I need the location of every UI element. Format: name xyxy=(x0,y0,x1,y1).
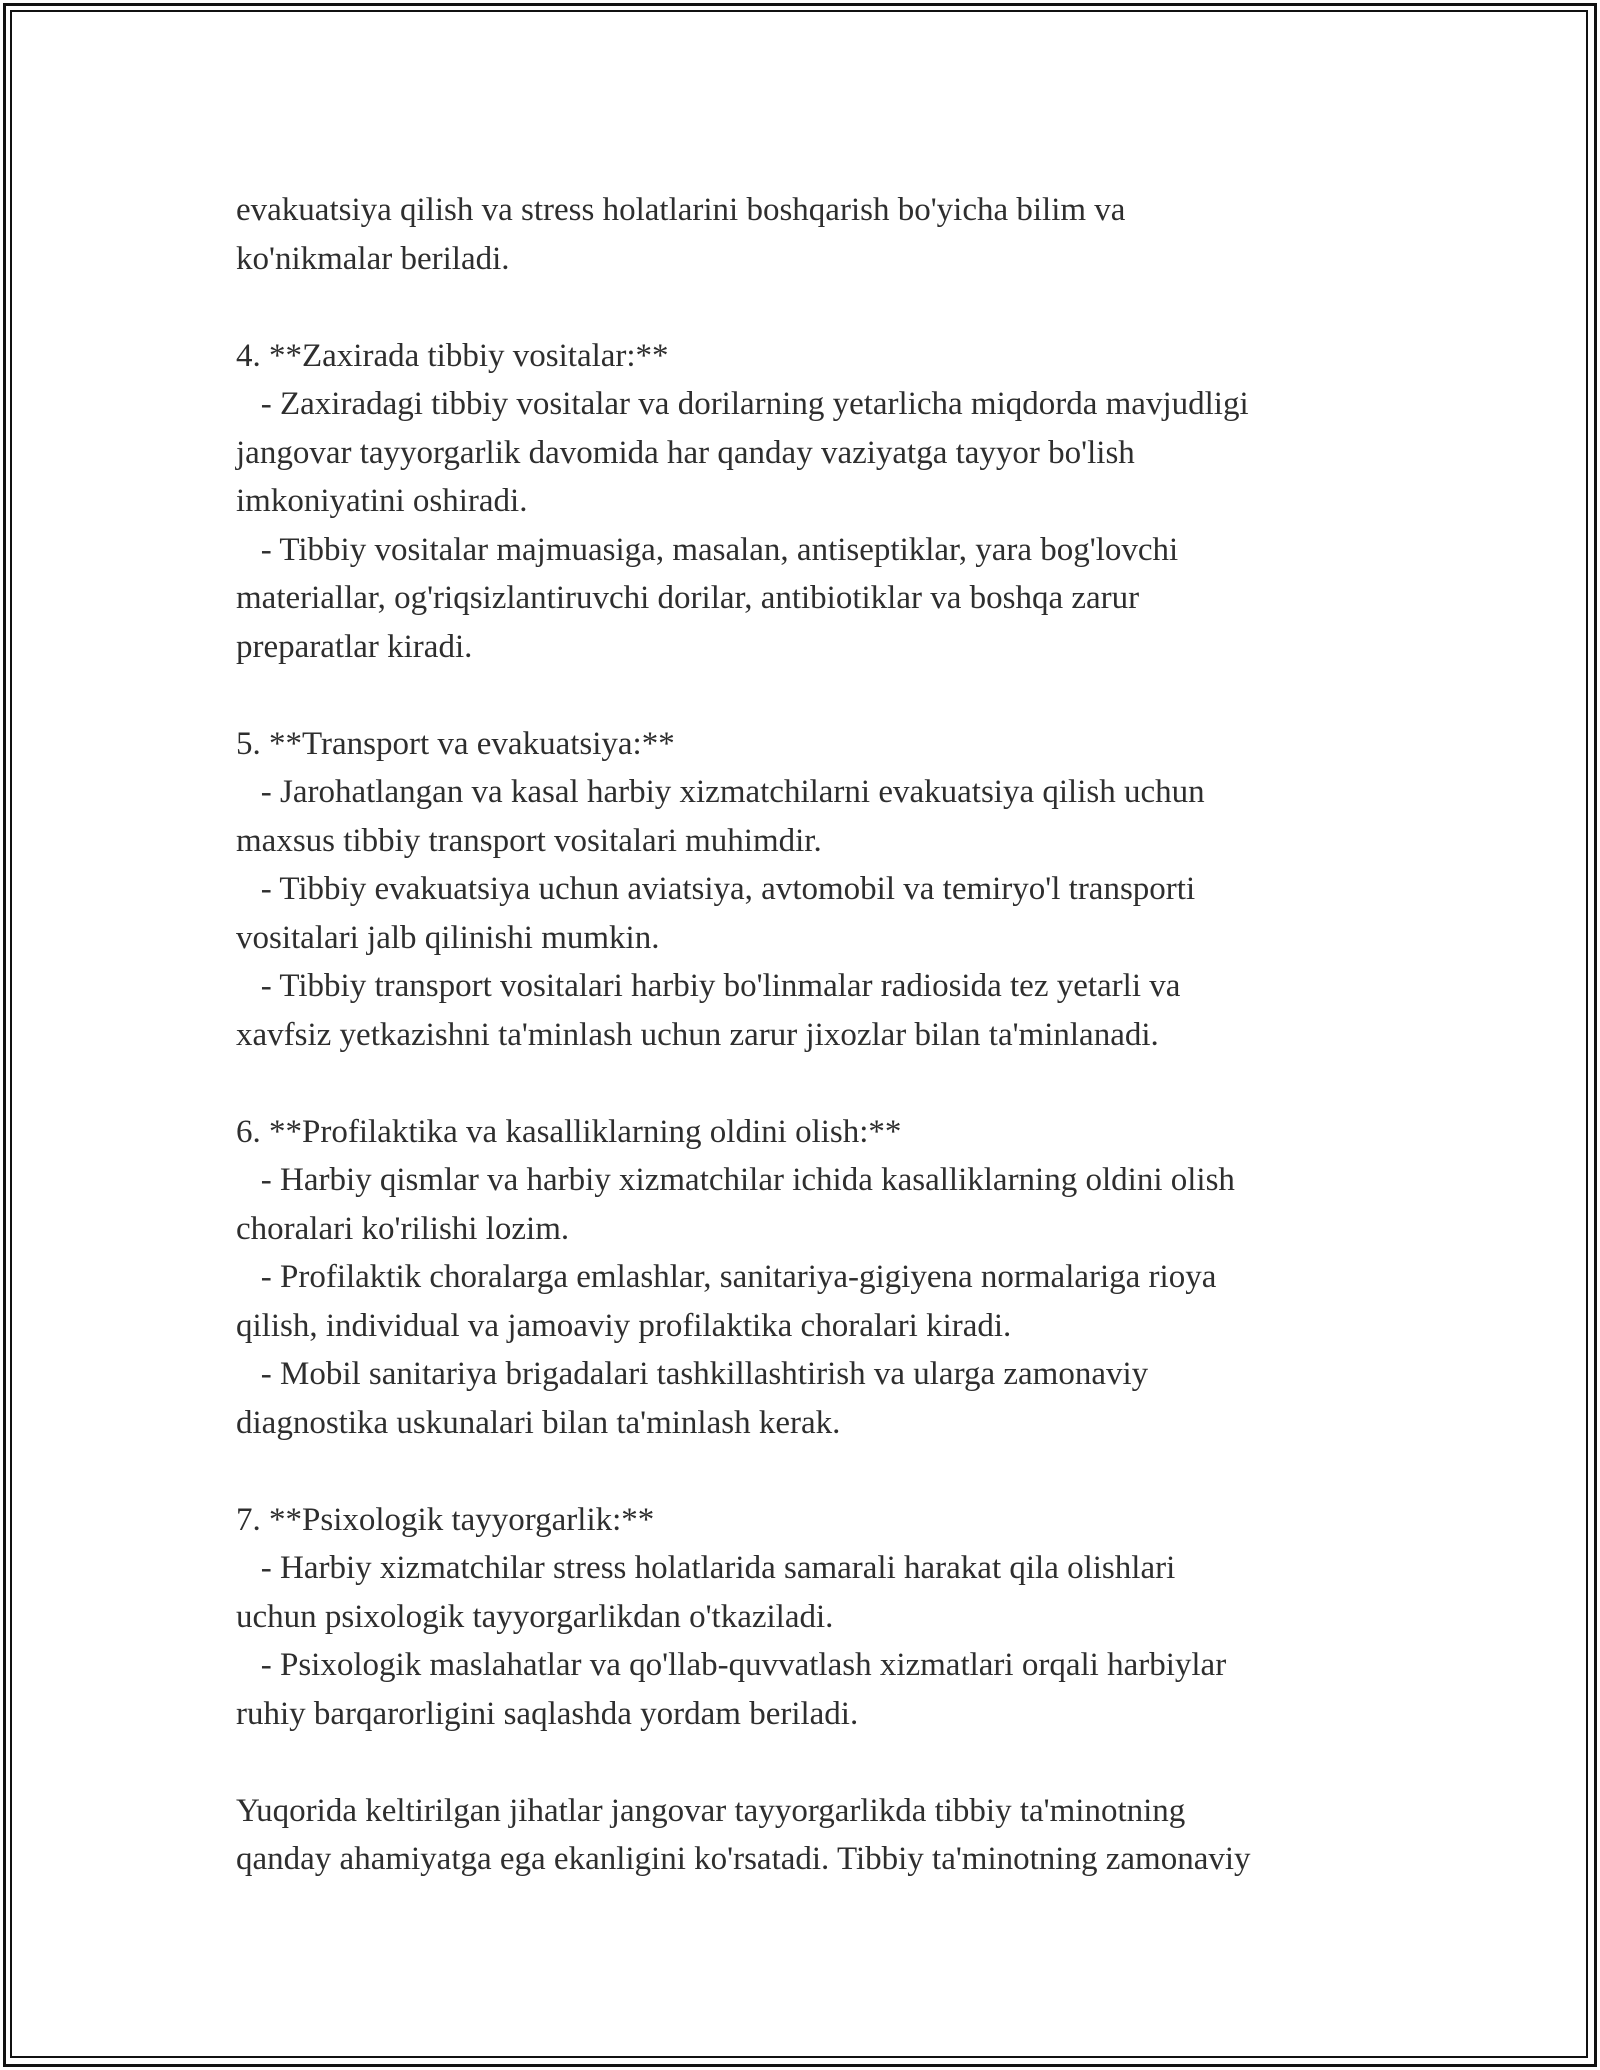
text-line: diagnostika uskunalari bilan ta'minlash kerak. xyxy=(236,1404,841,1441)
document-body xyxy=(236,186,1406,1884)
text-line: uchun psixologik tayyorgarlikdan o'tkaziladi. xyxy=(236,1598,834,1635)
text-line: qanday ahamiyatga ega ekanligini ko'rsatadi. Tibbiy ta'minotning zamonaviy xyxy=(236,1841,1251,1877)
text-line: 6. **Profilaktika va kasalliklarning oldini olish:** xyxy=(236,1113,902,1150)
text-line: 7. **Psixologik tayyorgarlik:** xyxy=(236,1501,655,1538)
text-line: - Tibbiy transport vositalari harbiy bo'linmalar radiosida tez yetarli va xyxy=(236,968,1181,1004)
text-line: choralari ko'rilishi lozim. xyxy=(236,1210,570,1247)
text-line: ruhiy barqarorligini saqlashda yordam beriladi. xyxy=(236,1695,859,1732)
text-line: jangovar tayyorgarlik davomida har qanday vaziyatga tayyor bo'lish xyxy=(236,434,1135,471)
text-line: xavfsiz yetkazishni ta'minlash uchun zarur jixozlar bilan ta'minlanadi. xyxy=(236,1016,1159,1053)
text-line: - Harbiy xizmatchilar stress holatlarida samarali harakat qila olishlari xyxy=(236,1550,1176,1586)
text-line: maxsus tibbiy transport vositalari muhimdir. xyxy=(236,822,822,859)
text-line: - Jarohatlangan va kasal harbiy xizmatchilarni evakuatsiya qilish uchun xyxy=(236,774,1205,810)
blank-line xyxy=(236,1738,1406,1787)
text-line: - Tibbiy evakuatsiya uchun aviatsiya, avtomobil va temiryo'l transporti xyxy=(236,871,1196,907)
text-line: ko'nikmalar beriladi. xyxy=(236,240,510,277)
blank-line xyxy=(236,671,1406,720)
text-line: - Psixologik maslahatlar va qo'llab-quvvatlash xizmatlari orqali harbiylar xyxy=(236,1647,1227,1683)
blank-line xyxy=(236,1059,1406,1108)
text-line: vositalari jalb qilinishi mumkin. xyxy=(236,919,660,956)
text-line: qilish, individual va jamoaviy profilaktika choralari kiradi. xyxy=(236,1307,1012,1344)
text-line: evakuatsiya qilish va stress holatlarini boshqarish bo'yicha bilim va xyxy=(236,192,1126,228)
text-line: - Mobil sanitariya brigadalari tashkillashtirish va ularga zamonaviy xyxy=(236,1356,1149,1392)
blank-line xyxy=(236,1447,1406,1496)
text-line: 4. **Zaxirada tibbiy vositalar:** xyxy=(236,337,669,374)
text-line: - Zaxiradagi tibbiy vositalar va dorilarning yetarlicha miqdorda mavjudligi xyxy=(236,386,1249,422)
text-line: 5. **Transport va evakuatsiya:** xyxy=(236,725,675,762)
text-line: - Profilaktik choralarga emlashlar, sanitariya-gigiyena normalariga rioya xyxy=(236,1259,1217,1295)
text-line: - Tibbiy vositalar majmuasiga, masalan, antiseptiklar, yara bog'lovchi xyxy=(236,531,1179,568)
text-line: Yuqorida keltirilgan jihatlar jangovar tayyorgarlikda tibbiy ta'minotning xyxy=(236,1792,1186,1829)
blank-line xyxy=(236,283,1406,332)
text-line: materiallar, og'riqsizlantiruvchi dorilar, antibiotiklar va boshqa zarur xyxy=(236,580,1140,616)
text-line: preparatlar kiradi. xyxy=(236,628,473,665)
text-line: imkoniyatini oshiradi. xyxy=(236,483,528,519)
text-line: - Harbiy qismlar va harbiy xizmatchilar ichida kasalliklarning oldini olish xyxy=(236,1162,1235,1198)
